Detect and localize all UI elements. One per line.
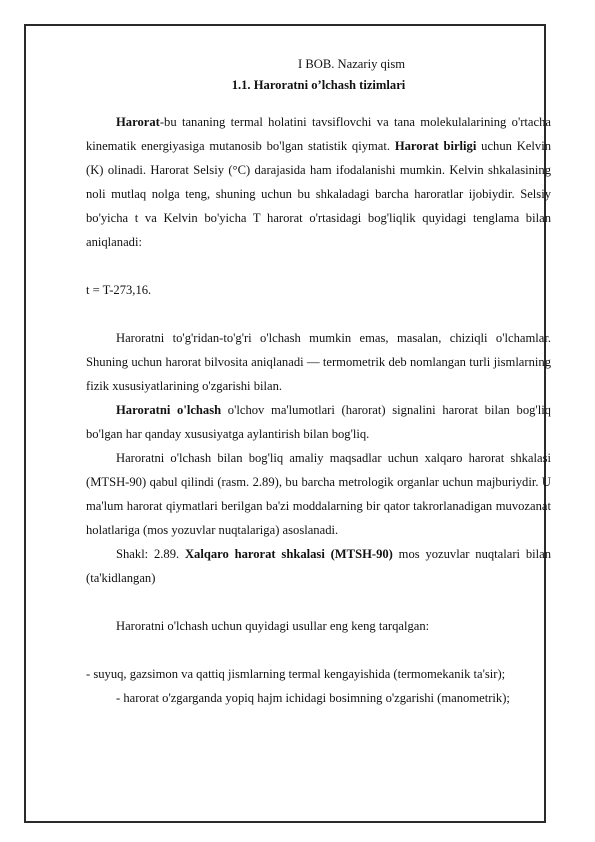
document-body xyxy=(86,54,551,710)
paragraph-harorat-definition: Harorat-bu tananing termal holatini tavsiflovchi va tana molekulalarining o'rtacha kinematik energiyasiga mutanosib bo'lgan statistik qiymat. Harorat birligi uchun Kelvin (K) olinadi. Harorat Selsiy (°C) darajasida ham ifodalanishi mumkin. Kelvin shkalasining noli mutlaq nolga teng, shuning uchun bu shkaladagi barcha haroratlar ijobiydir. Selsiy bo'yicha t va Kelvin bo'yicha T harorat o'rtasidagi bog'liqlik quyidagi tenglama bilan aniqlanadi: xyxy=(86,115,551,249)
section-title: 1.1. Haroratni o’lchash tizimlari xyxy=(231,78,406,92)
list-item: - harorat o'zgarganda yopiq hajm ichidagi bosimning o'zgarishi (manometrik); xyxy=(116,691,510,705)
list-item: - suyuq, gazsimon va qattiq jismlarning termal kengayishida (termomekanik ta'sir); xyxy=(86,667,506,681)
figure-caption-title: Xalqaro harorat shkalasi (MTSH-90) xyxy=(184,547,393,561)
formula: t = T-273,16. xyxy=(86,283,152,297)
term-haroratni-olchash: Haroratni o'lchash xyxy=(116,403,222,417)
figure-caption: Shakl: 2.89. Xalqaro harorat shkalasi (MTSH-90) mos yozuvlar nuqtalari bilan (ta'kidlangan) xyxy=(86,547,552,585)
paragraph-methods-intro: Haroratni o'lchash uchun quyidagi usullar eng keng tarqalgan: xyxy=(116,619,430,633)
paragraph-international-scale: Haroratni o'lchash bilan bog'liq amaliy maqsadlar uchun xalqaro harorat shkalasi (MTSH-90) qabul qilindi (rasm. 2.89), bu barcha metrologik organlar uchun majburiydir. U ma'lum harorat qiymatlari berilgan ba'zi moddalarning bir qator takrorlanadigan muvozanat holatlariga (mos yozuvlar nuqtalariga) asoslanadi. xyxy=(86,451,551,537)
chapter-title: I BOB. Nazariy qism xyxy=(297,57,406,71)
paragraph-indirect-measurement: Haroratni to'g'ridan-to'g'ri o'lchash mumkin emas, masalan, chiziqli o'lchamlar. Shuning uchun harorat bilvosita aniqlanadi — termometrik deb nomlangan turli jismlarning fizik xususiyatlarining o'zgarishi bilan. xyxy=(86,331,551,393)
term-harorat-birligi: Harorat birligi xyxy=(394,139,477,153)
term-harorat: Harorat xyxy=(116,115,160,129)
paragraph-measurement-definition: Haroratni o'lchash o'lchov ma'lumotlari (harorat) signalini harorat bilan bog'liq bo'lgan har qanday xususiyatga aylantirish bilan bog'liq. xyxy=(86,403,551,441)
